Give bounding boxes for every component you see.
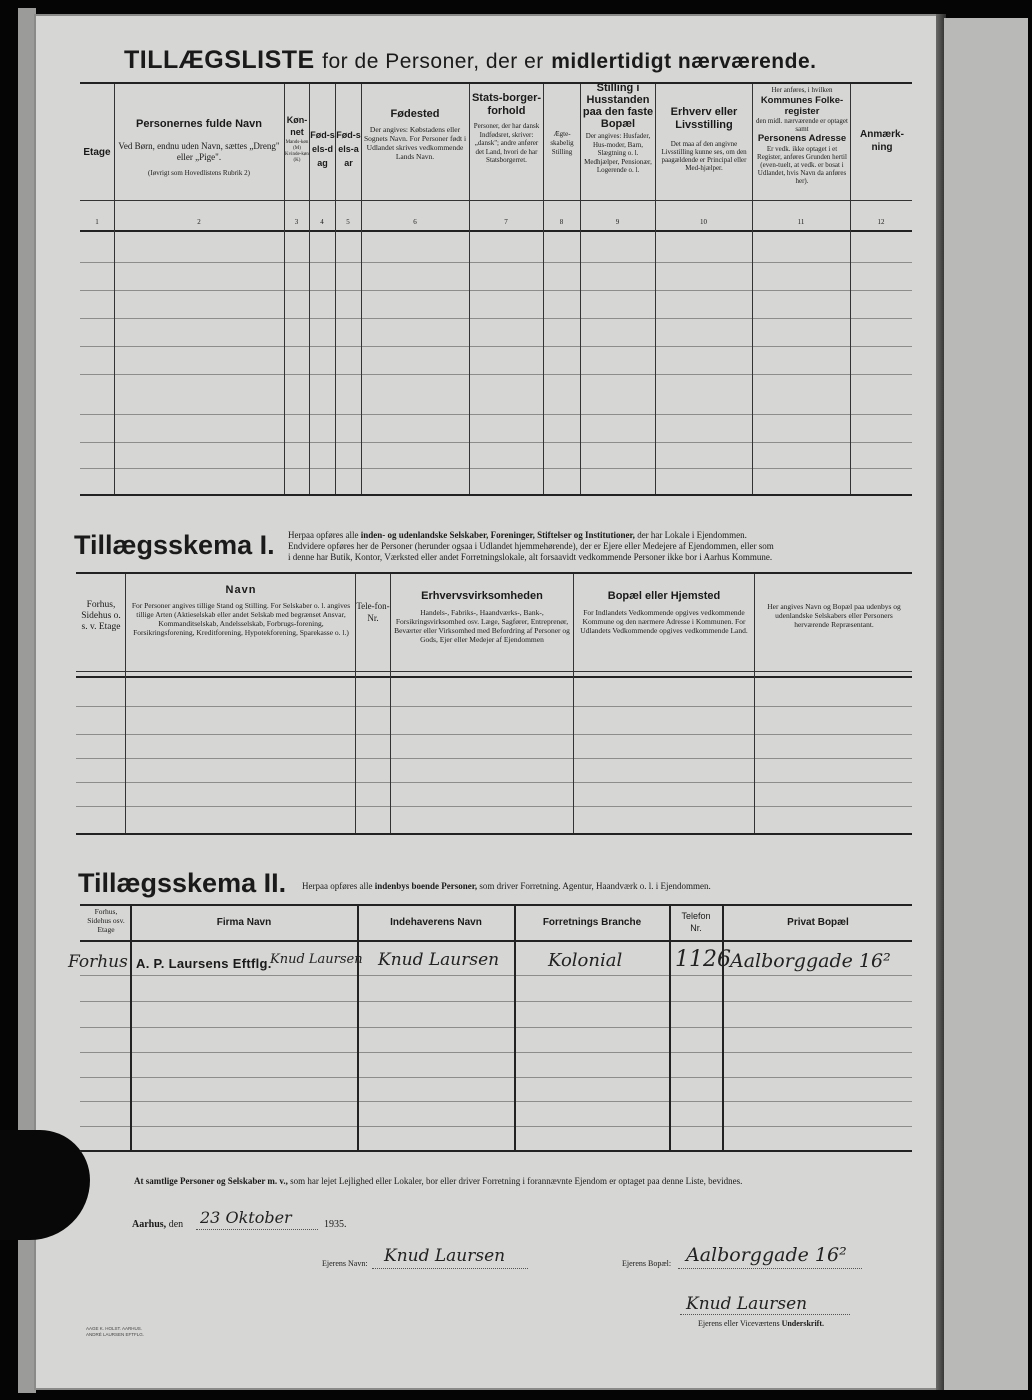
- skema2-col-indehaver: Indehaverens Navn: [390, 917, 482, 928]
- row-firma-stamp: A. P. Laursens Eftflg.: [136, 956, 272, 971]
- col-anmaerkning: Anmærk-ning: [860, 129, 904, 153]
- colnum-7: 7: [504, 218, 508, 226]
- col-foedselsdag: Fød-sels-dag: [310, 130, 335, 168]
- colnum-8: 8: [559, 218, 564, 226]
- row-telefon: 1126: [675, 947, 731, 972]
- skema2-title: Tillægsskema II.: [78, 868, 287, 898]
- col-foedselsaar: Fød-sels-aar: [336, 130, 361, 168]
- skema2-intro: Herpaa opføres alle indenbys boende Personer, som driver Forretning. Agentur, Haandværk o. l. i Ejendommen.: [302, 881, 711, 891]
- colnum-5: 5: [346, 218, 350, 226]
- skema1-title: Tillægsskema I.: [74, 530, 275, 560]
- colnum-12: 12: [877, 218, 885, 226]
- owner-address-label: Ejerens Bopæl:: [622, 1259, 672, 1268]
- row-branche: Kolonial: [548, 950, 623, 971]
- skema2-col-branche: Forretnings Branche: [542, 917, 642, 928]
- colnum-1: 1: [95, 218, 99, 226]
- colnum-3: 3: [294, 218, 299, 226]
- facing-page: [944, 18, 1028, 1390]
- row-indehaver: Knud Laursen: [378, 950, 500, 970]
- skema1-col-bopael: Bopæl eller Hjemsted For Indlandets Vedkommende opgives vedkommende Kommune og den nærmere Adresse i Kommunen. For Udlandets Vedkommende opgives vedkommende Land.: [580, 590, 748, 635]
- colnum-4: 4: [320, 218, 324, 226]
- col-aegteskabelig: Ægte-skabelig Stilling: [550, 130, 574, 156]
- col-stilling: Stilling i Husstanden paa den faste Bopæl Der angives: Husfader, Hus-moder, Barn, Slægtning o. l. Medhjælper, Pensionær, Logerende o. l.: [582, 82, 654, 174]
- col-statsborger: Stats-borger-forhold Personer, der har dansk Indfødsret, skriver: „dansk"; andre anfører det Land, hvori de har Statsborgerret.: [471, 92, 542, 164]
- skema1-col-telefon: Tele-fon-Nr.: [356, 601, 390, 623]
- colnum-2: 2: [197, 218, 201, 226]
- owner-name: Knud Laursen: [384, 1246, 506, 1266]
- date-line: Aarhus, den: [132, 1219, 184, 1230]
- colnum-6: 6: [413, 218, 417, 226]
- col-foedested: Fødested Der angives: Købstadens eller Sognets Navn. For Personer født i Udlandet skrives vedkommende Lands Navn.: [363, 108, 467, 161]
- colnum-11: 11: [797, 218, 805, 226]
- col-etage: Etage: [83, 147, 111, 158]
- signature: Knud Laursen: [686, 1294, 808, 1314]
- colnum-9: 9: [615, 218, 620, 226]
- attestation-statement: At samtlige Personer og Selskaber m. v., som har lejet Lejlighed eller Lokaler, bor eller driver Forretning i forannævnte Ejendom er optaget paa denne Liste, bevidnes.: [134, 1176, 743, 1186]
- skema1-col-etage: Forhus, Sidehus o. s. v. Etage: [81, 600, 121, 632]
- row-firma-hand: Knud Laursen: [270, 952, 363, 967]
- skema1-col-navn: Navn For Personer angives tillige Stand og Stilling. For Selskaber o. l. angives tillige Arten (Aktieselskab eller andet Selskab med begrænset Ansvar, Kommanditselskab, Andelsselskab, Forbrugs-forening, Forsikringsforening, Kreditforening, Hypotekforening, Sparekasse o. l.): [131, 584, 351, 637]
- col-folkeregister: Her anføres, i hvilken Kommunes Folke-register den midl. nærværende er optaget samt Personens Adresse Er vedk. ikke optaget i et Register, anføres Grunden hertil (even-tuelt, at vedk. er bosat i Udlandet, hvis Navn da anføres her).: [756, 86, 848, 185]
- row-bopael: Aalborggade 16²: [730, 950, 891, 972]
- colnum-10: 10: [700, 218, 707, 226]
- skema1-intro: Herpaa opføres alle inden- og udenlandske Selskaber, Foreninger, Stiftelser og Institutioner, der har Lokale i Ejendommen. Endvidere opføres her de Personer (herunder ogsaa i Udlandet hjemmehørende), der er Ejere eller Medejere af Ejendommen, eller som i denne har Butik, Kontor, Værksted eller andet Forretningslokale, alt forsaavidt vedkommende Personer ikke bor i Aarhus Kommune.: [288, 530, 774, 562]
- col-navn: Personernes fulde Navn Ved Børn, endnu uden Navn, sættes „Dreng" eller „Pige". (Iøvrigt som Hovedlistens Rubrik 2): [118, 118, 280, 177]
- skema1-col-repraesentant: Her angives Navn og Bopæl paa udenbys og udenlandske Selskabers eller Personers herværende Repræsentant.: [767, 602, 901, 629]
- skema2-col-telefon: Telefon Nr.: [681, 911, 711, 933]
- date-year: 1935.: [324, 1219, 347, 1230]
- skema1-col-erhverv: Erhvervsvirksomheden Handels-, Fabriks-, Haandværks-, Bank-, Forsikringsvirksomhed osv. Læge, Sagfører, Entreprenør, Beværter eller Virksomhed med Befordring af Personer og Gods, Ejer eller Medejer af Ejendommen: [394, 590, 570, 644]
- skema2-col-firma: Firma Navn: [216, 917, 272, 928]
- list-title: TILLÆGSLISTE for de Personer, der er midlertidigt nærværende.: [124, 46, 817, 74]
- printer-imprint: AAGE K. HOLST. AARHUS. ANDRÉ LAURSEN EFTFLG.: [86, 1326, 145, 1337]
- col-koen: Køn-net Mands-køn (M) Kvinde-køn (K): [285, 115, 309, 163]
- skema2-col-etage: Forhus, Sidehus osv. Etage: [87, 907, 125, 934]
- owner-name-label: Ejerens Navn:: [322, 1259, 368, 1268]
- date-handwritten: 23 Oktober: [200, 1208, 292, 1227]
- signature-label: Ejerens eller Viceværtens Underskrift.: [698, 1319, 825, 1328]
- owner-address: Aalborggade 16²: [686, 1244, 847, 1266]
- col-erhverv: Erhverv eller Livsstilling Det maa af den angivne Livsstilling kunne ses, om den paagældende er Principal eller Med-hjælper.: [661, 106, 747, 172]
- skema2-col-bopael: Privat Bopæl: [787, 917, 849, 928]
- row-etage: Forhus: [68, 952, 128, 972]
